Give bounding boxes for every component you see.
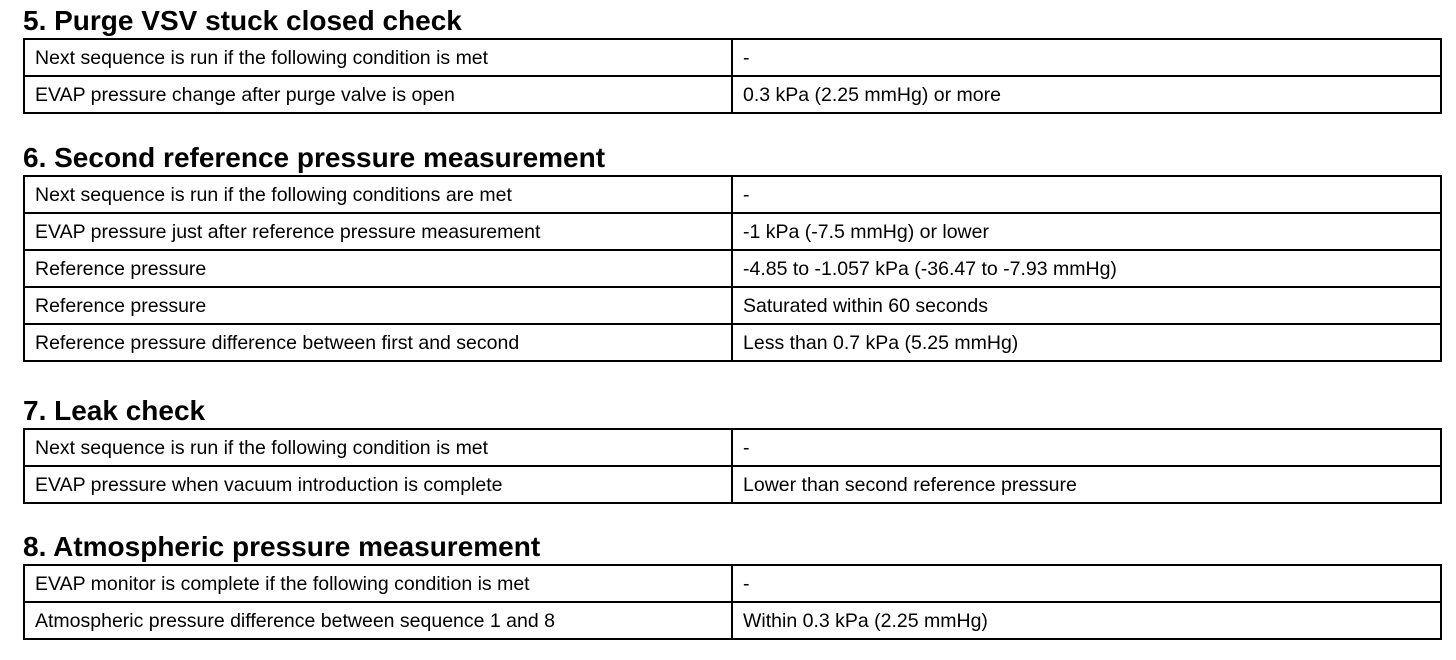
table-row [24,213,1441,250]
condition-cell: Reference pressure [24,287,732,324]
table-row [24,324,1441,361]
table-row [24,39,1441,76]
table-row [24,76,1441,113]
condition-table [23,38,1442,114]
table-row [24,176,1441,213]
condition-cell: Reference pressure difference between first and second [24,324,732,361]
condition-table [23,428,1442,504]
table-row [24,250,1441,287]
section-second-reference-pressure-measurement [23,141,1440,362]
value-cell: Saturated within 60 seconds [732,287,1441,324]
condition-cell: Atmospheric pressure difference between sequence 1 and 8 [24,602,732,639]
value-cell: - [732,39,1441,76]
condition-table [23,175,1442,362]
value-cell: - [732,429,1441,466]
section-purge-vsv-stuck-closed-check [23,4,1440,114]
table-row [24,565,1441,602]
section-title: 5. Purge VSV stuck closed check [23,5,462,36]
section-title: 7. Leak check [23,395,206,426]
value-cell: Within 0.3 kPa (2.25 mmHg) [732,602,1441,639]
value-cell: -1 kPa (-7.5 mmHg) or lower [732,213,1441,250]
table-row [24,287,1441,324]
condition-cell: Reference pressure [24,250,732,287]
value-cell: 0.3 kPa (2.25 mmHg) or more [732,76,1441,113]
condition-cell: EVAP monitor is complete if the following condition is met [24,565,732,602]
value-cell: -4.85 to -1.057 kPa (-36.47 to -7.93 mmHg) [732,250,1441,287]
value-cell: - [732,176,1441,213]
section-leak-check [23,394,1440,504]
table-row [24,429,1441,466]
section-title: 8. Atmospheric pressure measurement [23,531,541,562]
value-cell: Lower than second reference pressure [732,466,1441,503]
condition-cell: EVAP pressure change after purge valve is open [24,76,732,113]
table-row [24,602,1441,639]
section-atmospheric-pressure-measurement [23,530,1440,640]
section-title: 6. Second reference pressure measurement [23,142,606,173]
value-cell: - [732,565,1441,602]
table-row [24,466,1441,503]
value-cell: Less than 0.7 kPa (5.25 mmHg) [732,324,1441,361]
condition-table [23,564,1442,640]
condition-cell: Next sequence is run if the following condition is met [24,39,732,76]
condition-cell: Next sequence is run if the following conditions are met [24,176,732,213]
condition-cell: EVAP pressure when vacuum introduction is complete [24,466,732,503]
condition-cell: EVAP pressure just after reference pressure measurement [24,213,732,250]
condition-cell: Next sequence is run if the following condition is met [24,429,732,466]
